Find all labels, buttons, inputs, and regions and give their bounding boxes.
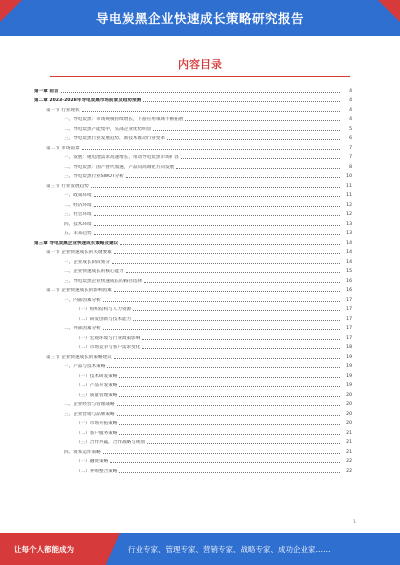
toc-entry-title: （一）市场开拓策略 <box>76 421 118 426</box>
toc-leader-dots <box>114 358 340 359</box>
toc-entry-page: 4 <box>349 98 352 103</box>
toc-entry[interactable] <box>34 170 352 180</box>
toc-leader-dots <box>133 310 340 311</box>
toc-leader-dots <box>181 158 340 159</box>
toc-entry-page: 4 <box>349 88 352 94</box>
toc-entry-title: 第三节 行业发展趋势 <box>46 183 89 189</box>
toc-entry-page: 11 <box>346 183 352 189</box>
toc-leader-dots <box>94 206 340 207</box>
toc-entry-page: 20 <box>346 392 352 398</box>
toc-leader-dots <box>117 415 340 416</box>
report-title: 导电炭黑企业快速成长策略研究报告 <box>95 11 304 26</box>
toc-entry-title: 一、内部因素分析 <box>64 297 101 303</box>
toc-leader-dots <box>91 187 340 188</box>
toc-entry-page: 20 <box>346 402 352 407</box>
toc-entry-page: 8 <box>349 164 352 170</box>
toc-entry-title: （二）研发创新与技术能力 <box>76 316 132 322</box>
toc-entry-title: 二、外部因素分析 <box>64 326 101 331</box>
toc-entry-title: 二、经济环境 <box>64 202 92 208</box>
toc-leader-dots <box>103 453 340 454</box>
toc-entry-page: 20 <box>346 421 352 426</box>
toc-entry[interactable] <box>34 379 352 389</box>
toc-entry[interactable] <box>34 455 352 465</box>
toc-entry[interactable] <box>34 360 352 370</box>
toc-leader-dots <box>103 329 340 330</box>
toc-leader-dots <box>143 101 340 102</box>
toc-entry-page: 19 <box>346 354 352 360</box>
toc-leader-dots <box>147 443 340 444</box>
toc-entry[interactable] <box>34 132 352 142</box>
toc-entry[interactable] <box>34 217 352 227</box>
toc-leader-dots <box>94 225 340 226</box>
toc-entry[interactable] <box>34 94 352 104</box>
toc-heading: 内容目录 <box>178 58 222 71</box>
toc-entry-page: 20 <box>346 411 352 417</box>
toc-entry-page: 17 <box>346 297 352 303</box>
toc-entry[interactable] <box>34 341 352 351</box>
toc-entry-page: 16 <box>346 278 352 284</box>
toc-entry-page: 13 <box>346 231 352 236</box>
toc-leader-dots <box>94 215 340 216</box>
toc-leader-dots <box>119 386 340 387</box>
toc-entry-title: 一、产品与技术策略 <box>64 364 106 369</box>
toc-entry-page: 19 <box>346 383 352 388</box>
toc-entry-page: 19 <box>346 373 352 379</box>
toc-entry-title: 第一节 企业快速成长的关键要素 <box>46 250 112 255</box>
toc-entry-title: 二、企业经营与管理战略 <box>64 402 115 407</box>
toc-leader-dots <box>119 396 340 397</box>
toc-entry-page: 19 <box>346 364 352 369</box>
toc-entry[interactable] <box>34 274 352 284</box>
toc-leader-dots <box>82 149 340 150</box>
toc-entry-page: 14 <box>346 259 352 265</box>
toc-entry-title: （二）并购整合策略 <box>76 468 118 474</box>
toc-entry[interactable] <box>34 179 352 189</box>
toc-leader-dots <box>94 234 340 235</box>
toc-entry-title: 一、企业成长阶段划分 <box>64 259 110 265</box>
toc-entry[interactable] <box>34 331 352 341</box>
toc-leader-dots <box>94 196 340 197</box>
toc-entry-page: 5 <box>349 126 352 132</box>
toc-leader-dots <box>114 291 340 292</box>
toc-leader-dots <box>107 367 340 368</box>
toc-entry[interactable] <box>34 189 352 199</box>
toc-entry-title: 五、未来趋势 <box>64 231 92 236</box>
toc-leader-dots <box>153 130 340 131</box>
toc-entry[interactable] <box>34 198 352 208</box>
toc-entry[interactable] <box>34 369 352 379</box>
toc-entry[interactable] <box>34 284 352 294</box>
toc-entry-title: 第一章 前言 <box>34 88 59 94</box>
toc-entry-title: 三、导电炭黑行业发展趋势，新技术推动行业变革 <box>64 136 166 141</box>
toc-entry-page: 17 <box>346 307 352 312</box>
footer-slogan: 让每个人都能成为 <box>14 545 74 554</box>
toc-entry[interactable] <box>34 322 352 332</box>
table-of-contents <box>34 84 352 474</box>
toc-entry-page: 11 <box>346 193 352 198</box>
toc-entry-page: 6 <box>349 136 352 141</box>
toc-leader-dots <box>133 320 340 321</box>
toc-entry[interactable] <box>34 407 352 417</box>
toc-leader-dots <box>126 177 340 178</box>
toc-entry-page: 4 <box>349 107 352 113</box>
toc-leader-dots <box>114 253 340 254</box>
toc-entry-title: （三）质量管理策略 <box>76 392 118 398</box>
toc-entry-title: 一、发展：锂电池需求高速增长，带动导电炭黑市场扩容 <box>64 155 179 160</box>
toc-entry[interactable] <box>34 436 352 446</box>
toc-entry-page: 12 <box>346 212 352 217</box>
toc-entry[interactable] <box>34 227 352 237</box>
toc-entry-title: （一）宏观环境与行业政策影响 <box>76 335 141 341</box>
toc-entry-title: （二）产品开发策略 <box>76 383 118 388</box>
toc-entry-page: 17 <box>346 326 352 331</box>
toc-entry[interactable] <box>34 303 352 313</box>
toc-entry-title: 第一节 行业现状 <box>46 107 80 113</box>
toc-leader-dots <box>185 120 340 121</box>
toc-entry[interactable] <box>34 426 352 436</box>
toc-divider <box>50 76 350 77</box>
toc-entry[interactable] <box>34 151 352 161</box>
toc-entry-page: 14 <box>346 240 352 246</box>
toc-leader-dots <box>110 462 340 463</box>
toc-entry-title: 三、导电炭黑行业SWOT分析 <box>64 174 124 179</box>
toc-leader-dots <box>119 377 340 378</box>
toc-entry-page: 10 <box>346 174 352 179</box>
toc-leader-dots <box>142 348 340 349</box>
toc-leader-dots <box>112 263 340 264</box>
toc-entry[interactable] <box>34 113 352 123</box>
toc-entry-title: 四、技术环境 <box>64 221 92 227</box>
toc-entry-page: 4 <box>349 117 352 122</box>
toc-leader-dots <box>119 424 340 425</box>
toc-leader-dots <box>176 168 340 169</box>
toc-entry[interactable] <box>34 398 352 408</box>
toc-entry[interactable] <box>34 350 352 360</box>
toc-entry-title: 第二章 2023-2028年导电炭黑市场前景及趋势预测 <box>34 98 142 103</box>
toc-leader-dots <box>167 139 340 140</box>
toc-entry-page: 12 <box>346 202 352 208</box>
toc-entry[interactable] <box>34 208 352 218</box>
toc-entry-title: 二、企业快速成长的核心能力 <box>64 269 124 274</box>
toc-entry-title: 二、导电炭黑产能集中，头部企业优势明显 <box>64 126 152 132</box>
toc-leader-dots <box>126 272 340 273</box>
toc-entry-page: 15 <box>346 269 352 274</box>
toc-entry[interactable] <box>34 103 352 113</box>
toc-entry-page: 7 <box>349 145 352 151</box>
toc-leader-dots <box>120 244 340 245</box>
toc-entry[interactable] <box>34 246 352 256</box>
toc-entry-title: 三、企业营销与品牌策略 <box>64 411 115 417</box>
toc-entry-title: （二）市场竞争与客户需求变化 <box>76 345 141 350</box>
toc-entry-page: 16 <box>346 288 352 293</box>
toc-entry-page: 14 <box>346 250 352 255</box>
toc-leader-dots <box>82 111 340 112</box>
toc-entry-title: 第二节 企业快速成长的影响因素 <box>46 288 112 293</box>
toc-entry[interactable] <box>34 464 352 474</box>
toc-entry[interactable] <box>34 255 352 265</box>
toc-entry-title: 第三章 导电炭黑企业快速成长策略及建议 <box>34 240 119 246</box>
toc-leader-dots <box>142 339 340 340</box>
report-header <box>0 0 400 36</box>
toc-entry-page: 13 <box>346 221 352 227</box>
toc-entry-title: （三）合作共赢，合作战略与规划 <box>76 440 145 445</box>
toc-entry[interactable] <box>34 293 352 303</box>
toc-entry-page: 21 <box>346 440 352 445</box>
toc-entry-page: 21 <box>346 449 352 455</box>
toc-entry-title: 一、导电炭黑：市场规模持续增长，下游应用领域不断拓展 <box>64 117 184 122</box>
footer-roles: 行业专家、管理专家、营销专家、战略专家、成功企业家…… <box>128 545 331 554</box>
toc-leader-dots <box>119 434 340 435</box>
toc-leader-dots <box>144 282 340 283</box>
toc-entry-title: 三、导电炭黑企业快速成长的路径选择 <box>64 278 143 284</box>
toc-entry[interactable] <box>34 388 352 398</box>
toc-entry-page: 17 <box>346 335 352 341</box>
toc-entry-page: 22 <box>346 459 352 464</box>
toc-entry-title: 第二节 市场前景 <box>46 145 80 151</box>
toc-entry[interactable] <box>34 160 352 170</box>
toc-leader-dots <box>61 92 340 93</box>
toc-entry-title: （二）客户服务策略 <box>76 430 118 436</box>
toc-entry-title: 一、政策环境 <box>64 193 92 198</box>
toc-entry-title: （一）组织结构与人力资源 <box>76 307 132 312</box>
toc-entry-page: 7 <box>349 155 352 160</box>
toc-entry-page: 21 <box>346 430 352 436</box>
toc-entry-title: （一）融资策略 <box>76 459 109 464</box>
toc-entry-title: 四、资本运作策略 <box>64 449 101 455</box>
toc-entry-title: 二、导电炭黑：国产替代加速，产品向高端化方向发展 <box>64 164 175 170</box>
toc-entry[interactable] <box>34 122 352 132</box>
page-number: 1 <box>353 520 356 525</box>
report-footer <box>0 533 400 565</box>
toc-entry[interactable] <box>34 84 352 94</box>
toc-entry[interactable] <box>34 236 352 246</box>
toc-entry[interactable] <box>34 312 352 322</box>
toc-leader-dots <box>117 405 340 406</box>
toc-entry[interactable] <box>34 265 352 275</box>
toc-entry-title: （一）技术研发策略 <box>76 373 118 379</box>
toc-entry-title: 第三节 企业快速成长的策略建议 <box>46 354 112 360</box>
toc-entry-page: 18 <box>346 345 352 350</box>
toc-leader-dots <box>119 472 340 473</box>
toc-leader-dots <box>103 301 340 302</box>
toc-entry-page: 17 <box>346 316 352 322</box>
toc-entry-page: 22 <box>346 468 352 474</box>
toc-entry[interactable] <box>34 417 352 427</box>
toc-entry[interactable] <box>34 141 352 151</box>
toc-entry[interactable] <box>34 445 352 455</box>
toc-entry-title: 三、社会环境 <box>64 212 92 217</box>
